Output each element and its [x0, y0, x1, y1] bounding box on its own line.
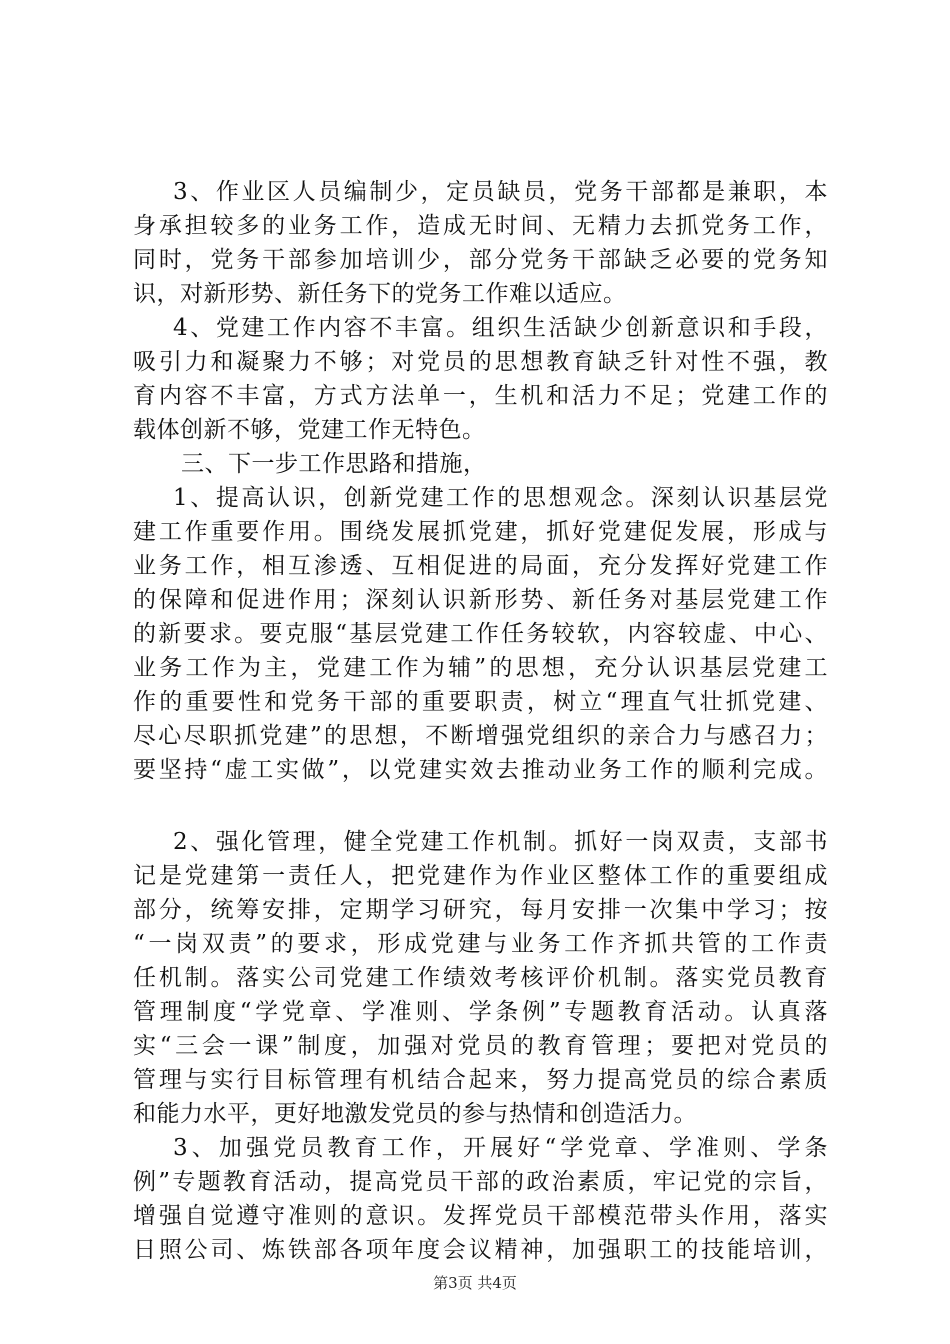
paragraph-line: 作的重要性和党务干部的重要职责，树立“理直气壮抓党建、: [133, 689, 828, 715]
paragraph-line: 实“三会一课”制度，加强对党员的教育管理；要把对党员的: [133, 1033, 828, 1059]
paragraph-line: 的保障和促进作用；深刻认识新形势、新任务对基层党建工作: [133, 587, 828, 613]
paragraph-line: 同时，党务干部参加培训少，部分党务干部缺乏必要的党务知: [133, 247, 828, 273]
paragraph-line: 任机制。落实公司党建工作绩效考核评价机制。落实党员教育: [133, 965, 828, 991]
paragraph-line: 业务工作，相互渗透、互相促进的局面，充分发挥好党建工作: [133, 553, 828, 579]
paragraph-line: 管理与实行目标管理有机结合起来，努力提高党员的综合素质: [133, 1067, 828, 1093]
paragraph-gap: [133, 787, 828, 825]
paragraph-line: 建工作重要作用。围绕发展抓党建，抓好党建促发展，形成与: [133, 519, 828, 545]
paragraph-line: 部分，统筹安排，定期学习研究，每月安排一次集中学习；按: [133, 897, 828, 923]
paragraph-line: 例”专题教育活动，提高党员干部的政治素质，牢记党的宗旨，: [133, 1169, 828, 1195]
page-footer: 第3页 共4页: [433, 1274, 517, 1292]
section-heading: 三、下一步工作思路和措施，: [181, 451, 487, 477]
paragraph-line: 业务工作为主，党建工作为辅”的思想，充分认识基层党建工: [133, 655, 828, 681]
paragraph-line: 日照公司、炼铁部各项年度会议精神，加强职工的技能培训，: [133, 1237, 828, 1263]
paragraph-line: 吸引力和凝聚力不够；对党员的思想教育缺乏针对性不强，教: [133, 349, 828, 375]
paragraph-line: 育内容不丰富，方式方法单一，生机和活力不足；党建工作的: [133, 383, 828, 409]
paragraph-line: 3、加强党员教育工作，开展好“学党章、学准则、学条: [173, 1135, 828, 1161]
paragraph-line: 4、党建工作内容不丰富。组织生活缺少创新意识和手段，: [173, 315, 828, 341]
paragraph-line: 2、强化管理，健全党建工作机制。抓好一岗双责，支部书: [173, 829, 828, 855]
paragraph-line: 的新要求。要克服“基层党建工作任务较软，内容较虚、中心、: [133, 621, 828, 647]
paragraph-line: 3、作业区人员编制少，定员缺员，党务干部都是兼职，本: [173, 179, 828, 205]
document-body: [133, 175, 828, 1267]
paragraph-line: 要坚持“虚工实做”，以党建实效去推动业务工作的顺利完成。: [133, 757, 828, 783]
paragraph-line: “一岗双责”的要求，形成党建与业务工作齐抓共管的工作责: [133, 931, 828, 957]
paragraph-line: 身承担较多的业务工作，造成无时间、无精力去抓党务工作，: [133, 213, 828, 239]
paragraph-line: 尽心尽职抓党建”的思想，不断增强党组织的亲合力与感召力；: [133, 723, 828, 749]
paragraph-line: 记是党建第一责任人，把党建作为作业区整体工作的重要组成: [133, 863, 828, 889]
paragraph-line: 增强自觉遵守准则的意识。发挥党员干部模范带头作用，落实: [133, 1203, 828, 1229]
paragraph-line: 管理制度“学党章、学准则、学条例”专题教育活动。认真落: [133, 999, 828, 1025]
paragraph-line: 识，对新形势、新任务下的党务工作难以适应。: [133, 281, 627, 307]
paragraph-line: 1、提高认识，创新党建工作的思想观念。深刻认识基层党: [173, 485, 828, 511]
paragraph-line: 和能力水平，更好地激发党员的参与热情和创造活力。: [133, 1101, 697, 1127]
paragraph-line: 载体创新不够，党建工作无特色。: [133, 417, 486, 443]
